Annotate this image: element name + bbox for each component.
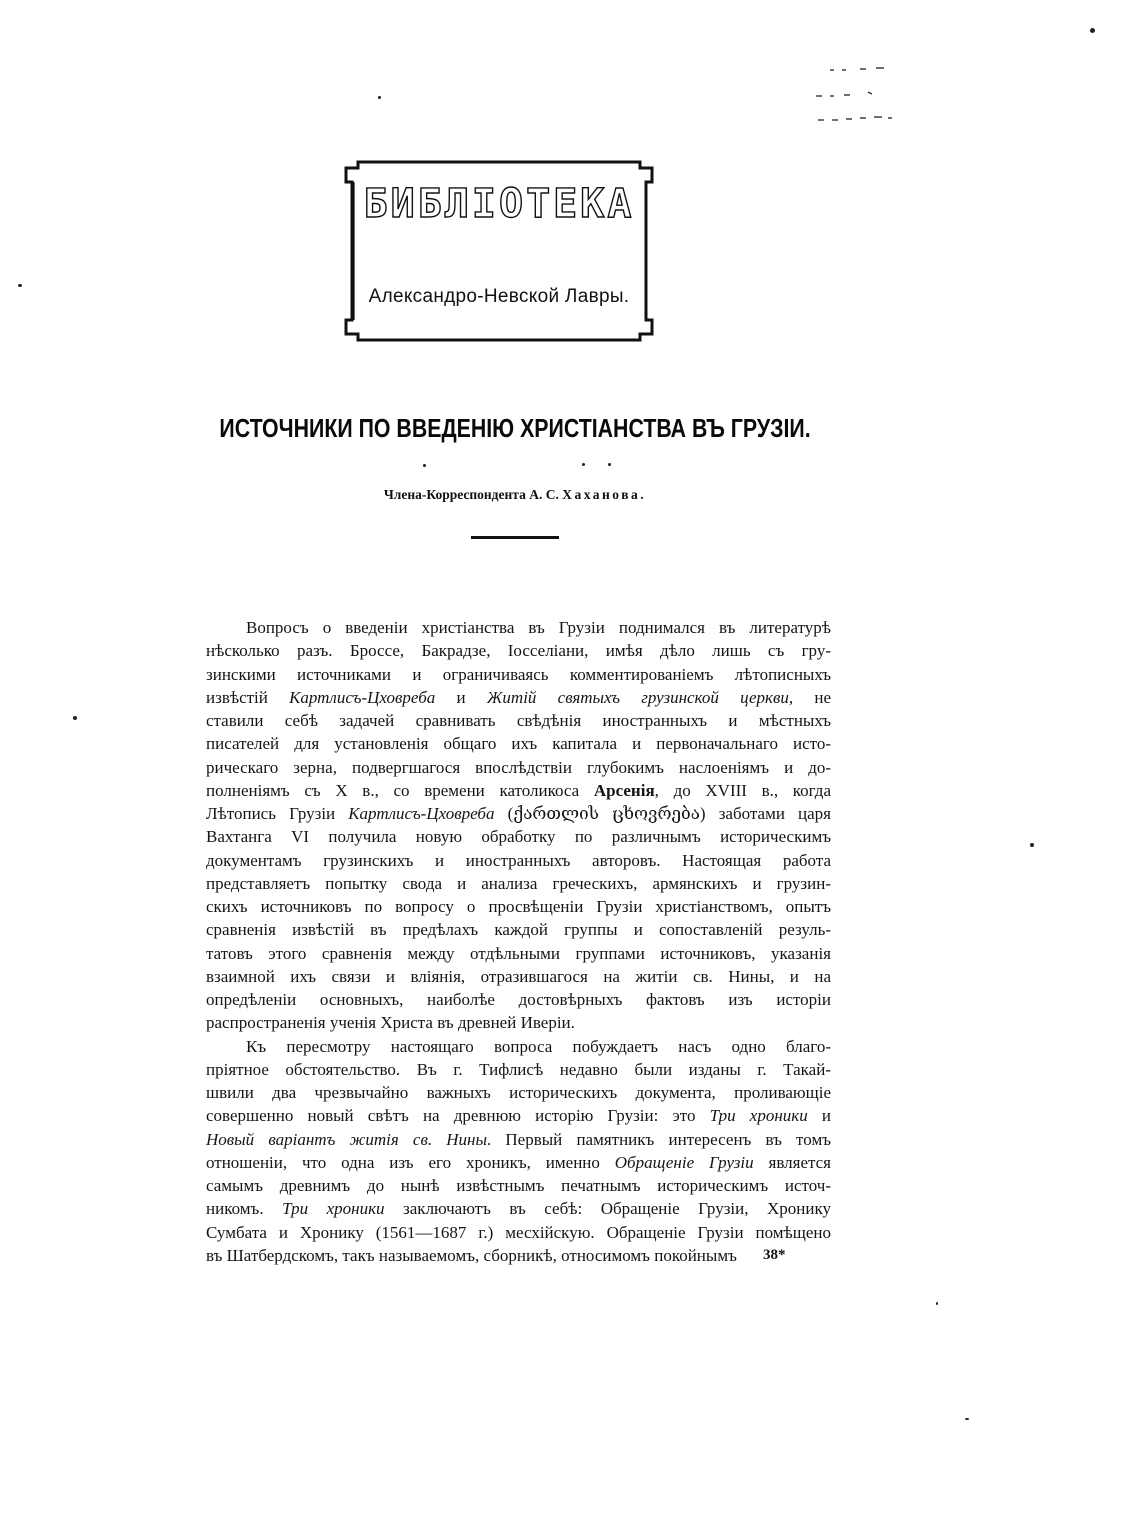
text-line: татовъ этого сравненія между отдѣльными группами источниковъ, указанія xyxy=(206,943,831,963)
text-line: распространенія ученія Христа въ древней Иверіи. xyxy=(206,1013,575,1033)
text-line: Вопросъ о введеніи христіанства въ Грузіи поднимался въ литературѣ xyxy=(246,618,831,637)
text-segment: полненіямъ съ X в., со времени католикоса xyxy=(206,780,594,800)
text-segment: отношеніи, что одна изъ его хроникъ, именно xyxy=(206,1152,615,1172)
library-stamp xyxy=(342,160,656,342)
stamp-bottom-text: Александро-Невской Лавры. xyxy=(368,286,630,307)
text-line xyxy=(206,1104,831,1127)
article-title: ИСТОЧНИКИ ПО ВВЕДЕНІЮ ХРИСТІАНСТВА ВЪ ГРУЗІИ. xyxy=(219,413,811,443)
italic-title: Новый варіантъ житія св. Нины xyxy=(206,1129,487,1149)
text-line: документамъ грузинскихъ и иностранныхъ авторовъ. Настоящая работа xyxy=(206,850,831,870)
text-line xyxy=(206,1151,831,1174)
text-segment: . Первый памятникъ интересенъ въ томъ xyxy=(486,1129,831,1149)
text-segment: заключаютъ въ себѣ: Обращеніе Грузіи, Хронику xyxy=(384,1199,831,1219)
stamp-top-text: БИБЛІОТЕКА xyxy=(363,181,635,227)
text-line xyxy=(206,686,831,709)
author-prefix: Члена-Корреспондента А. С. xyxy=(383,487,563,502)
scan-speck xyxy=(1090,28,1095,33)
text-line: ставили себѣ задачей сравнивать свѣдѣнія иностранныхъ и мѣстныхъ xyxy=(206,711,831,730)
text-line: взаимной ихъ связи и вліянія, отразившагося на житіи св. Нины, и на xyxy=(206,966,831,986)
text-line: рическаго зерна, подвергшагося впослѣдствіи глубокимъ наслоеніямъ и до- xyxy=(206,757,831,777)
scan-speck xyxy=(378,96,381,99)
text-line: Вахтанга VI получила новую обработку по различнымъ историческимъ xyxy=(206,827,831,847)
text-line xyxy=(206,779,831,802)
text-segment: , не xyxy=(788,687,831,707)
scan-marks-icon xyxy=(812,62,896,126)
article-body xyxy=(206,616,831,1267)
page-number: 38* xyxy=(763,1247,786,1263)
italic-title: Три хроники xyxy=(709,1106,808,1126)
title-divider xyxy=(471,536,559,539)
text-line: въ Шатбердскомъ, такъ называемомъ, сборникѣ, относимомъ покойнымъ xyxy=(206,1245,737,1265)
text-line: опредѣленіи основныхъ, наиболѣе достовѣрныхъ фактовъ изъ исторіи xyxy=(206,990,831,1009)
italic-title: Три хроники xyxy=(282,1199,385,1219)
text-segment: , до XVIII в., когда xyxy=(654,780,832,800)
scan-speck xyxy=(18,284,22,287)
author-line xyxy=(0,487,1030,503)
text-line xyxy=(206,802,831,825)
text-segment: извѣстій xyxy=(206,687,290,707)
text-line: зинскими источниками и ограничиваясь комментированіемъ лѣтописныхъ xyxy=(206,664,831,684)
scan-speck xyxy=(965,1418,969,1420)
bold-name: Арсенія xyxy=(593,780,655,800)
scan-speck xyxy=(1030,843,1034,847)
text-segment: Лѣтопись Грузіи xyxy=(206,804,349,823)
text-segment: и xyxy=(435,687,487,707)
text-segment: и xyxy=(807,1106,831,1126)
text-segment: (ქართლის ცხოვრება) заботами царя xyxy=(494,804,832,823)
text-line xyxy=(206,1197,831,1220)
scan-speck xyxy=(423,464,426,467)
scan-speck xyxy=(936,1302,938,1305)
text-line: представляетъ попытку свода и анализа греческихъ, армянскихъ и грузин- xyxy=(206,873,831,893)
text-line: нѣсколько разъ. Броссе, Бакрадзе, Іосселіани, имѣя дѣло лишь съ гру- xyxy=(206,641,831,661)
text-line: писателей для установленія общаго ихъ капитала и первоначальнаго исто- xyxy=(206,734,831,754)
paragraph-1 xyxy=(206,616,831,1035)
italic-title: Житій святыхъ грузинской церкви xyxy=(486,687,789,707)
text-line: пріятное обстоятельство. Въ г. Тифлисѣ недавно были изданы г. Такай- xyxy=(206,1059,831,1079)
text-segment: никомъ. xyxy=(206,1199,283,1219)
italic-title: Картлисъ-Цховреба xyxy=(289,687,436,707)
scan-speck xyxy=(582,463,585,466)
text-line: швили два чрезвычайно важныхъ историческихъ документа, проливающіе xyxy=(206,1083,831,1102)
text-line xyxy=(206,1128,831,1151)
text-line: Сумбата и Хронику (1561—1687 г.) месхійскую. Обращеніе Грузіи помѣщено xyxy=(206,1222,831,1242)
author-surname: Хаханова. xyxy=(562,487,647,502)
scan-speck xyxy=(73,716,77,720)
paragraph-2 xyxy=(206,1035,831,1268)
scan-speck xyxy=(608,463,611,466)
text-line: Къ пересмотру настоящаго вопроса побуждаетъ насъ одно благо- xyxy=(246,1036,831,1056)
italic-title: Обращеніе Грузіи xyxy=(614,1152,754,1172)
text-line: скихъ источниковъ по вопросу о просвѣщеніи Грузіи христіанствомъ, опытъ xyxy=(206,897,831,916)
italic-title: Картлисъ-Цховреба xyxy=(348,804,495,823)
text-line: самымъ древнимъ до нынѣ извѣстнымъ печатнымъ историческимъ источ- xyxy=(206,1176,831,1195)
text-line: сравненія извѣстій въ предѣлахъ каждой группы и сопоставленій резуль- xyxy=(206,920,831,940)
text-segment: является xyxy=(753,1152,831,1172)
text-segment: совершенно новый свѣтъ на древнюю исторію Грузіи: это xyxy=(206,1106,710,1126)
